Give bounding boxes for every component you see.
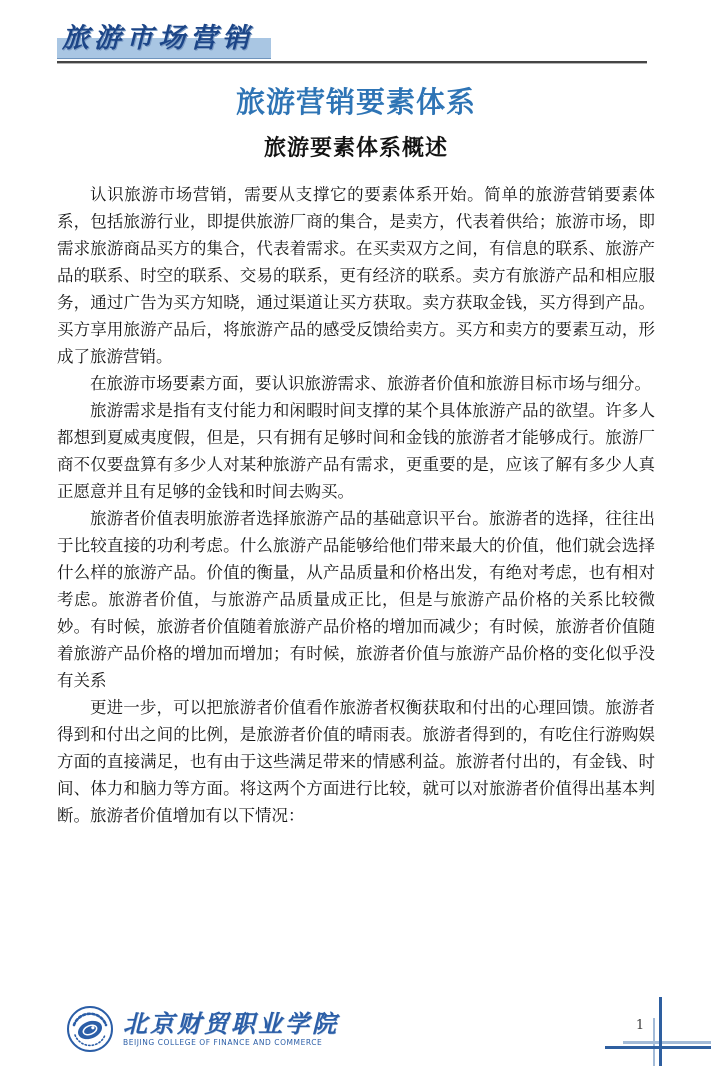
college-name-chinese: 北京财贸职业学院 bbox=[123, 1008, 339, 1038]
decor-horizontal-light-line bbox=[623, 1041, 711, 1044]
college-name-english: BEIJING COLLEGE OF FINANCE AND COMMERCE bbox=[123, 1037, 323, 1047]
decor-horizontal-dark-line bbox=[605, 1046, 711, 1049]
decor-vertical-dark-line bbox=[659, 997, 662, 1066]
paragraph-1: 认识旅游市场营销，需要从支撑它的要素体系开始。简单的旅游营销要素体系，包括旅游行业，即提供旅游厂商的集合，是卖方，代表着供给；旅游市场，即需求旅游商品买方的集合，代表着需求。在买卖双方之间，有信息的联系、旅游产品的联系、时空的联系、交易的联系，更有经济的联系。卖方有旅游产品和相应服务，通过广告为买方知晓，通过渠道让买方获取。卖方获取金钱，买方得到产品。买方享用旅游产品后，将旅游产品的感受反馈给卖方。买方和卖方的要素互动，形成了旅游营销。 bbox=[57, 185, 655, 366]
course-title: 旅游市场营销 bbox=[62, 23, 254, 54]
paragraph-2: 在旅游市场要素方面，要认识旅游需求、旅游者价值和旅游目标市场与细分。 bbox=[90, 374, 651, 393]
paragraph-3: 旅游需求是指有支付能力和闲暇时间支撑的某个具体旅游产品的欲望。许多人都想到夏威夷度假，但是，只有拥有足够时间和金钱的旅游者才能够成行。旅游厂商不仅要盘算有多少人对某种旅游产品有需求，更重要的是，应该了解有多少人真正愿意并且有足够的金钱和时间去购买。 bbox=[57, 401, 655, 501]
section-subtitle: 旅游要素体系概述 bbox=[263, 136, 448, 161]
page-number: 1 bbox=[635, 1018, 645, 1033]
college-name-block bbox=[123, 1008, 339, 1048]
college-logo bbox=[66, 1003, 339, 1055]
paragraph-4: 旅游者价值表明旅游者选择旅游产品的基础意识平台。旅游者的选择，往往出于比较直接的功利考虑。什么旅游产品能够给他们带来最大的价值，他们就会选择什么样的旅游产品。价值的衡量，从产品质量和价格出发，有绝对考虑，也有相对考虑。旅游者价值，与旅游产品质量成正比，但是与旅游产品价格的关系比较微妙。有时候，旅游者价值随着旅游产品价格的增加而减少；有时候，旅游者价值随着旅游产品价格的增加而增加；有时候，旅游者价值与旅游产品价格的变化似乎没有关系 bbox=[57, 509, 655, 690]
header-rule bbox=[57, 61, 647, 64]
college-seal-icon bbox=[66, 1005, 114, 1053]
body-text bbox=[57, 181, 655, 829]
paragraph-5: 更进一步，可以把旅游者价值看作旅游者权衡获取和付出的心理回馈。旅游者得到和付出之间的比例，是旅游者价值的晴雨表。旅游者得到的，有吃住行游购娱方面的直接满足，也有由于这些满足带来的情感利益。旅游者付出的，有金钱、时间、体力和脑力等方面。将这两个方面进行比较，就可以对旅游者价值得出基本判断。旅游者价值增加有以下情况： bbox=[57, 698, 655, 825]
page-title: 旅游营销要素体系 bbox=[235, 85, 476, 119]
